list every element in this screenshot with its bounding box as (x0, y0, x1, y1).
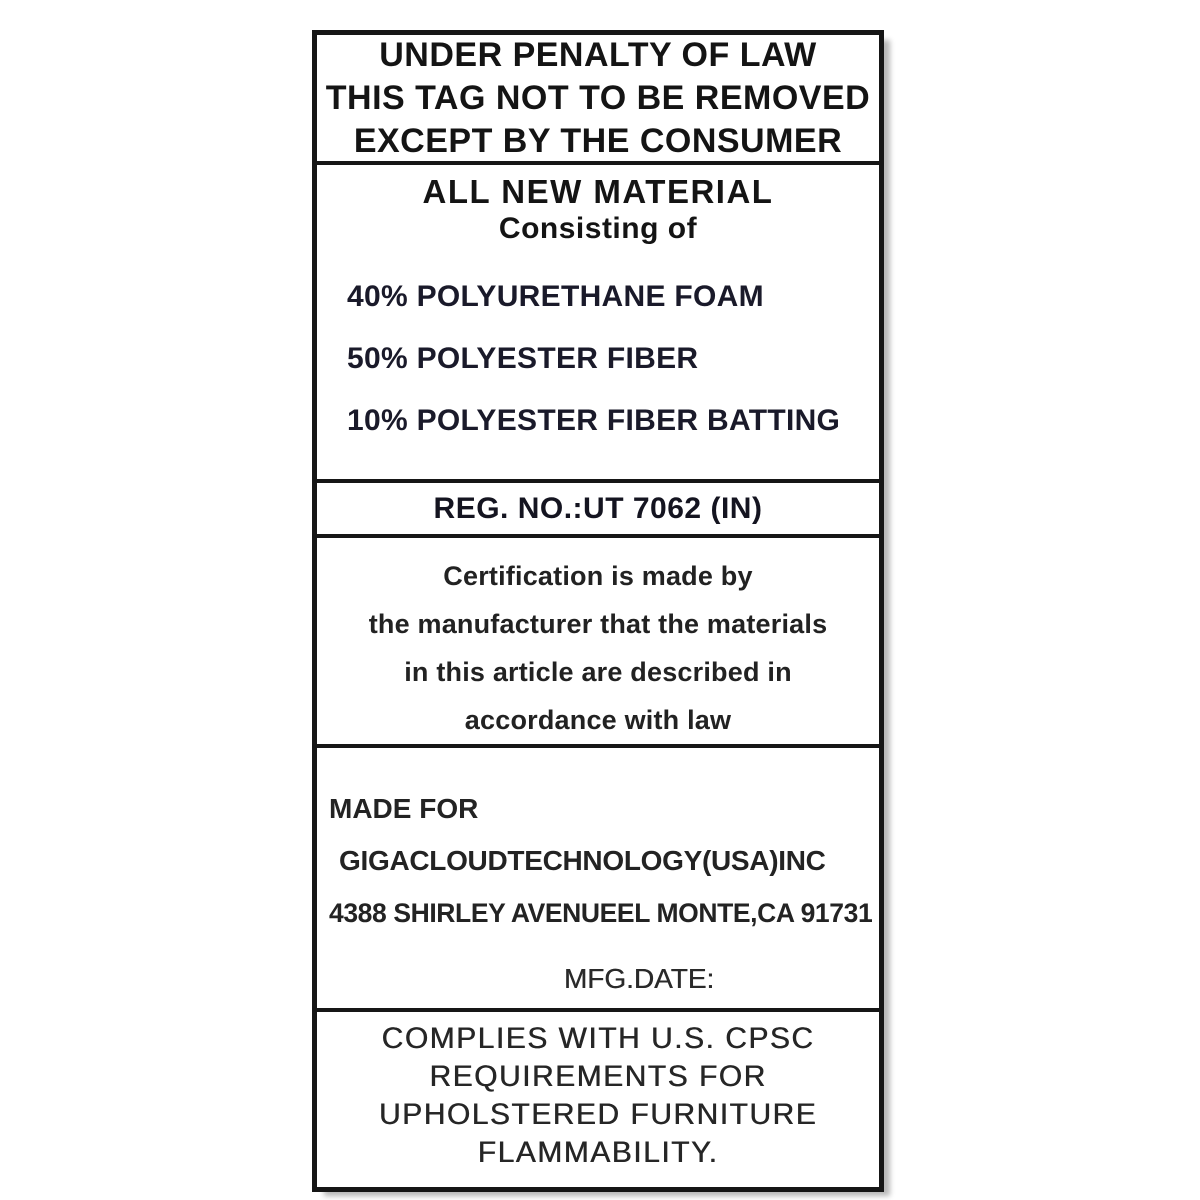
penalty-warning-line: EXCEPT BY THE CONSUMER (353, 121, 843, 160)
materials-title: ALL NEW MATERIAL (422, 173, 774, 210)
certification-line: in this article are described in (404, 657, 792, 687)
compliance-line: COMPLIES WITH U.S. CPSC (381, 1022, 815, 1055)
compliance-line: FLAMMABILITY. (477, 1136, 719, 1169)
made-for-label: MADE FOR (329, 793, 479, 824)
compliance-section (317, 1012, 879, 1187)
manufacturer-address: 4388 SHIRLEY AVENUEEL MONTE,CA 91731 (329, 898, 873, 928)
material-item: 10% POLYESTER FIBER BATTING (347, 404, 841, 437)
law-label-tag (312, 30, 884, 1192)
penalty-warning-line: UNDER PENALTY OF LAW (379, 35, 817, 74)
materials-section (317, 165, 879, 483)
material-item: 50% POLYESTER FIBER (347, 342, 699, 375)
compliance-line: UPHOLSTERED FURNITURE (378, 1098, 818, 1131)
certification-line: the manufacturer that the materials (368, 609, 828, 639)
made-for-section (317, 748, 879, 1012)
registration-number: REG. NO.:UT 7062 (IN) (433, 491, 763, 525)
material-item: 40% POLYURETHANE FOAM (347, 280, 764, 313)
penalty-warning-line: THIS TAG NOT TO BE REMOVED (325, 78, 871, 117)
manufacturer-name: GIGACLOUDTECHNOLOGY(USA)INC (339, 845, 826, 876)
certification-line: Certification is made by (443, 561, 753, 591)
certification-section (317, 538, 879, 748)
registration-number-section (317, 483, 879, 538)
compliance-line: REQUIREMENTS FOR (429, 1060, 767, 1093)
certification-line: accordance with law (464, 705, 732, 735)
materials-subtitle: Consisting of (498, 212, 698, 245)
mfg-date-label: MFG.DATE: (563, 963, 715, 994)
penalty-warning-section (317, 35, 879, 165)
